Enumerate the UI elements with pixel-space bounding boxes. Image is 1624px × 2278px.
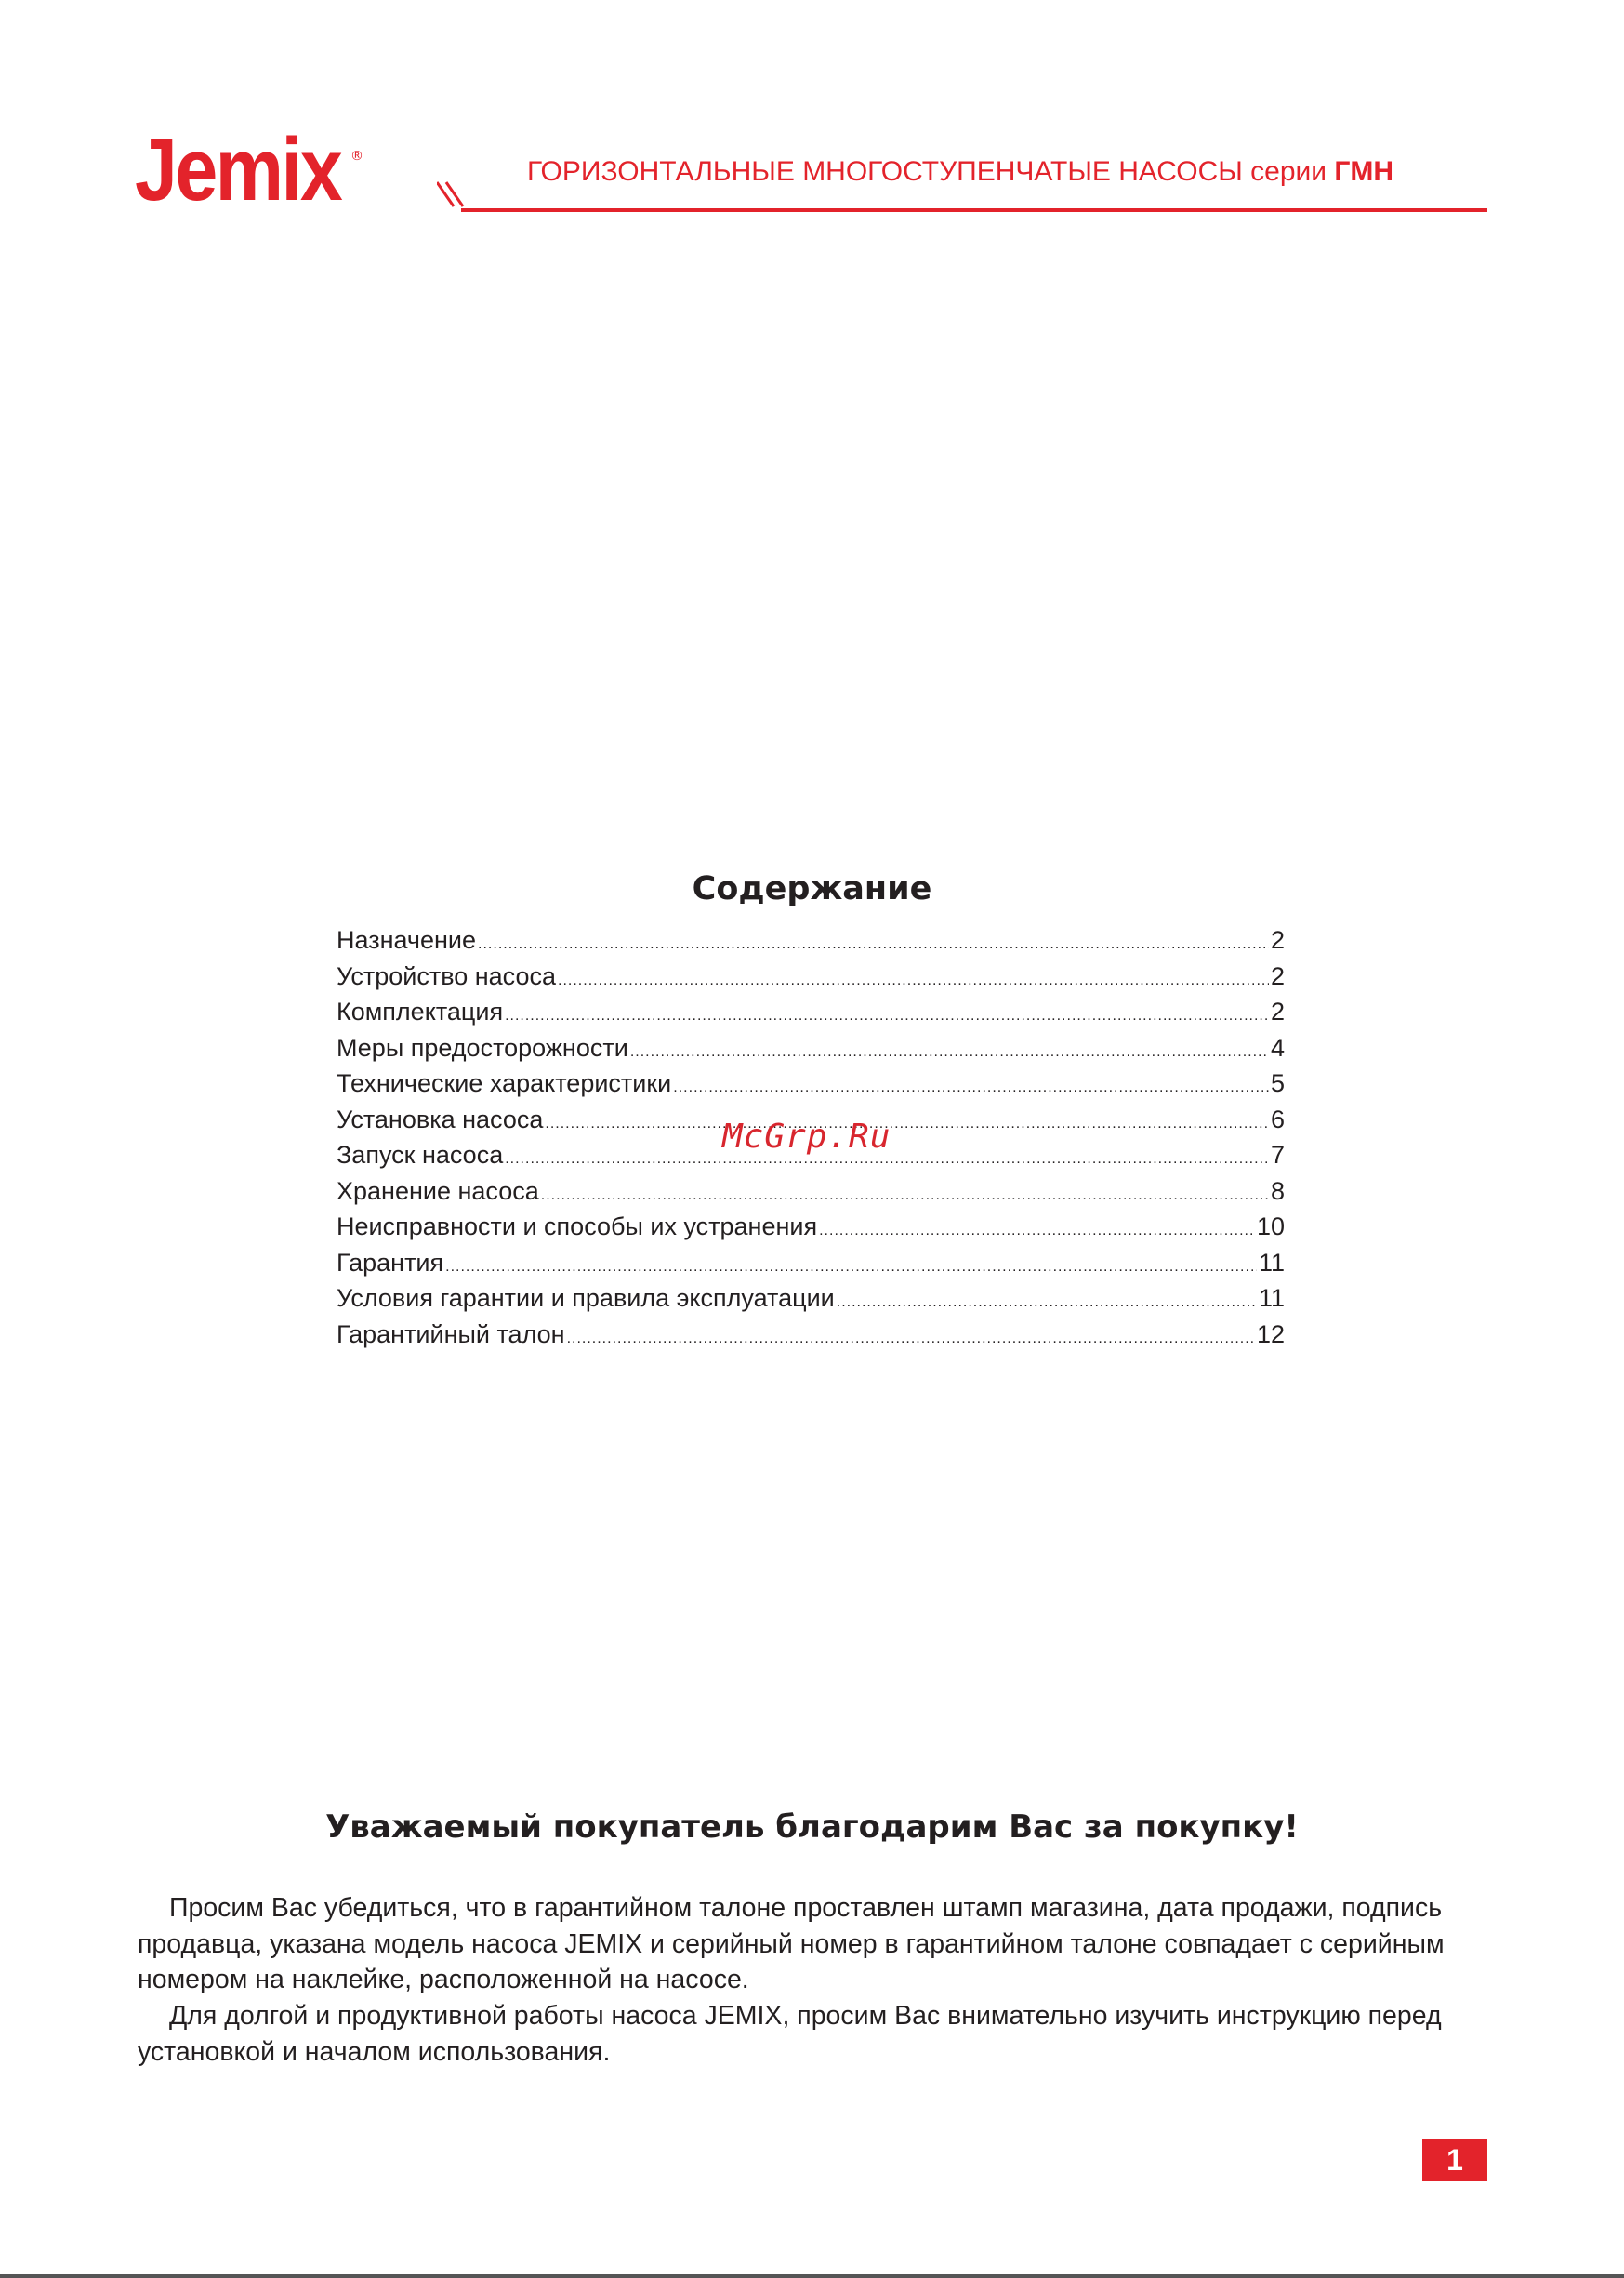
toc-item-label: Гарантийный талон [337, 1319, 565, 1348]
toc-item[interactable] [337, 1249, 1285, 1285]
toc-item[interactable] [337, 962, 1285, 999]
toc-item-page: 12 [1256, 1319, 1285, 1348]
intro-paragraph: Для долгой и продуктивной работы насоса JEMIX, просим Вас внимательно изучить инструкцию перед установкой и началом использования. [138, 2001, 1442, 2067]
toc-heading: Содержание [692, 870, 932, 907]
toc-leader-dots [630, 1044, 1269, 1061]
toc-item-label: Технические характеристики [337, 1069, 672, 1097]
toc-leader-dots [819, 1223, 1255, 1239]
bottom-rule [0, 2274, 1624, 2278]
document-title-series: ГМН [1334, 156, 1394, 187]
toc-leader-dots [673, 1079, 1269, 1096]
toc-item-label: Неисправности и способы их устранения [337, 1212, 818, 1240]
toc-item-label: Гарантия [337, 1248, 444, 1277]
toc-item[interactable] [337, 1177, 1285, 1213]
toc-item-page: 4 [1270, 1033, 1285, 1062]
toc-item-label: Назначение [337, 926, 477, 954]
toc-item-page: 8 [1270, 1176, 1285, 1205]
toc-item[interactable] [337, 1034, 1285, 1070]
toc-leader-dots [545, 1116, 1269, 1132]
toc-item-label: Меры предосторожности [337, 1033, 628, 1062]
toc-leader-dots [505, 1008, 1269, 1025]
toc-leader-dots [445, 1259, 1257, 1276]
intro-text [138, 1890, 1495, 2071]
toc-item-label: Устройство насоса [337, 961, 557, 990]
header-rule [437, 179, 1487, 225]
toc-item-page: 10 [1256, 1212, 1285, 1240]
toc-leader-dots [567, 1331, 1255, 1347]
toc-item-page: 2 [1270, 926, 1285, 954]
toc-leader-dots [558, 973, 1269, 989]
toc-item-page: 11 [1258, 1248, 1285, 1277]
registered-mark: ® [350, 149, 363, 164]
toc-item-page: 6 [1270, 1105, 1285, 1133]
toc-leader-dots [541, 1187, 1269, 1204]
toc-item[interactable] [337, 998, 1285, 1034]
thanks-heading: Уважаемый покупатель благодарим Вас за покупку! [325, 1808, 1299, 1846]
watermark: McGrp.Ru [722, 1118, 891, 1156]
toc-item-page: 2 [1270, 998, 1285, 1026]
toc-item-page: 11 [1258, 1284, 1285, 1312]
toc-item-page: 7 [1270, 1141, 1285, 1169]
toc-item-page: 5 [1270, 1069, 1285, 1097]
toc-item-label: Комплектация [337, 998, 504, 1026]
toc-leader-dots [837, 1294, 1257, 1311]
toc-item-label: Запуск насоса [337, 1141, 504, 1169]
toc-item[interactable] [337, 1320, 1285, 1357]
page-number: 1 [1422, 2139, 1487, 2181]
toc-item[interactable] [337, 1284, 1285, 1320]
toc-leader-dots [478, 936, 1269, 953]
brand-logo: Jemix [135, 120, 341, 219]
toc-item-label: Условия гарантии и правила эксплуатации [337, 1284, 835, 1312]
toc-item-label: Установка насоса [337, 1105, 544, 1133]
toc-item-page: 2 [1270, 961, 1285, 990]
toc-item[interactable] [337, 926, 1285, 962]
toc-item[interactable] [337, 1069, 1285, 1106]
toc-item-label: Хранение насоса [337, 1176, 539, 1205]
intro-paragraph: Просим Вас убедиться, что в гарантийном талоне проставлен штамп магазина, дата продажи, подпись продавца, указана модель насоса JEMIX и серийный номер в гарантийном талоне совпадает с серийным номером на наклейке, расположенной на насосе. [138, 1893, 1445, 1995]
toc-item[interactable] [337, 1212, 1285, 1249]
document-title-main: ГОРИЗОНТАЛЬНЫЕ МНОГОСТУПЕНЧАТЫЕ НАСОСЫ серии [527, 156, 1335, 187]
